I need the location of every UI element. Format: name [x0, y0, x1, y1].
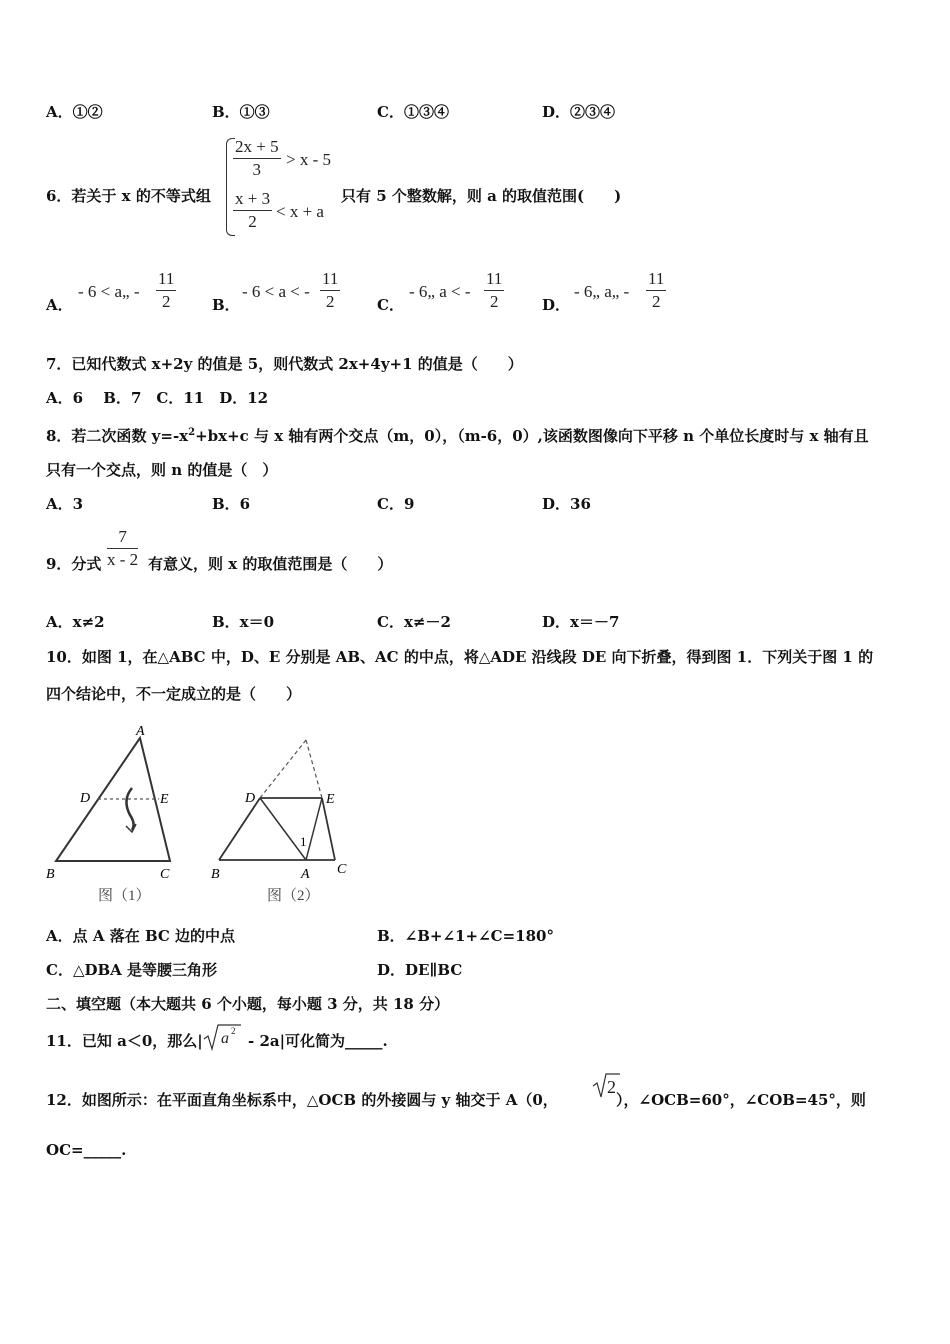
q10-option-d: D．DE∥BC: [377, 961, 463, 979]
fig2-label-e: E: [326, 792, 335, 807]
q10-line2: 四个结论中，不一定成立的是（ ）: [46, 685, 302, 703]
q6-option-b-fraction: [320, 268, 340, 313]
q6-suffix: 只有 5 个整数解，则 a 的取值范围( ): [341, 187, 622, 205]
q6-ineq1-num: 2x + 5: [233, 136, 281, 159]
q6-option-c-letter: C．: [377, 296, 404, 314]
fig1-label-b: B: [46, 867, 55, 882]
q8-line2: 只有一个交点，则 n 的值是（ ）: [46, 461, 278, 479]
q6-option-c-num: 11: [484, 268, 504, 291]
q8-option-c: C．9: [377, 495, 415, 513]
q6-option-d-expr: - 6„ a„ -: [574, 282, 630, 301]
q6-option-c-fraction: [484, 268, 504, 313]
q6-ineq1-rhs: > x - 5: [286, 150, 331, 169]
q6-option-b-expr: - 6 < a < -: [242, 282, 310, 301]
q6-option-a-expr: - 6 < a„ -: [78, 282, 140, 301]
q8-line1-a: 8．若二次函数 y=-x: [46, 427, 189, 445]
q11-radicand: a: [221, 1030, 229, 1047]
fig2-dashed-ad: [260, 740, 306, 798]
fig1-caption: 图（1）: [98, 888, 151, 904]
q6-option-a-den: 2: [161, 292, 171, 311]
q6-option-a-fraction: [156, 268, 176, 313]
q7-options: A．6 B．7 C．11 D．12: [46, 389, 269, 407]
fig1-label-d: D: [80, 791, 91, 806]
fig2-line-bd: [219, 798, 260, 860]
q11-suffix: - 2a|可化简为_____.: [248, 1032, 388, 1050]
q9-num: 7: [107, 526, 138, 549]
q8-line1-b: +bx+c 与 x 轴有两个交点（m，0），（m-6，0）,该函数图像向下平移 n 个单位长度时与 x 轴有且: [195, 427, 869, 445]
q6-option-b-den: 2: [325, 292, 335, 311]
q9-option-c: C．x≠－2: [377, 613, 451, 631]
q5-option-b: B．①③: [212, 103, 270, 121]
q6-ineq2-rhs: < x + a: [276, 202, 324, 221]
q12-radicand: 2: [607, 1077, 616, 1097]
fig2-label-b: B: [211, 867, 220, 882]
fig2-label-one: 1: [300, 834, 307, 849]
q8-option-b: B．6: [212, 495, 251, 513]
q9-option-d: D．x＝－7: [542, 613, 620, 631]
q12-suffix: ），∠OCB=60°，∠COB=45°，则: [616, 1091, 866, 1109]
q7-stem: 7．已知代数式 x+2y 的值是 5，则代数式 2x+4y+1 的值是（ ）: [46, 355, 523, 373]
q6-option-c-expr: - 6„ a < -: [409, 282, 471, 301]
q10-figure-2: [205, 720, 365, 910]
q6-option-a-letter: A．: [46, 296, 73, 314]
q8-option-a: A．3: [46, 495, 84, 513]
q9-option-a: A．x≠2: [46, 613, 105, 631]
q6-option-b-num: 11: [320, 268, 340, 291]
q10-figure-1: [40, 720, 200, 910]
q6-ineq2-fraction: [233, 188, 272, 233]
q10-line1: 10．如图 1，在△ABC 中，D、E 分别是 AB、AC 的中点，将△ADE 沿线段 DE 向下折叠，得到图 1．下列关于图 1 的: [46, 648, 874, 666]
q9-prefix: 9．分式: [46, 555, 102, 573]
q6-option-a-num: 11: [156, 268, 176, 291]
q9-fraction: [107, 526, 138, 571]
q6-prefix: 6．若关于 x 的不等式组: [46, 187, 211, 205]
q6-option-d-letter: D．: [542, 296, 571, 314]
q8-line1-sup: 2: [188, 427, 196, 438]
q10-option-b: B．∠B+∠1+∠C=180°: [377, 927, 554, 945]
q6-option-d-den: 2: [651, 292, 661, 311]
q9-option-b: B．x＝0: [212, 613, 275, 631]
q6-option-b-letter: B．: [212, 296, 240, 314]
q5-option-d: D．②③④: [542, 103, 616, 121]
q6-option-d-num: 11: [646, 268, 666, 291]
q8-line1: [46, 424, 869, 445]
fig2-dashed-ae: [306, 740, 322, 798]
fig1-label-a: A: [136, 724, 145, 739]
q5-option-c: C．①③④: [377, 103, 449, 121]
fig2-label-a: A: [301, 867, 310, 882]
fig1-label-e: E: [160, 792, 169, 807]
q5-option-a: A．①②: [46, 103, 103, 121]
q6-ineq2-num: x + 3: [233, 188, 272, 211]
section-2-heading: 二、填空题（本大题共 6 个小题，每小题 3 分，共 18 分）: [46, 995, 450, 1013]
q6-ineq1-den: 3: [252, 160, 262, 179]
q11-prefix: 11．已知 a＜0，那么|: [46, 1032, 203, 1050]
fig1-fold-arrow-icon: [126, 788, 133, 830]
q12-line2: OC=_____.: [46, 1141, 127, 1159]
fig2-line-da: [260, 798, 306, 860]
q6-option-c-den: 2: [489, 292, 499, 311]
q11-sqrt-icon: [203, 1022, 243, 1052]
q8-option-d: D．36: [542, 495, 591, 513]
q9-suffix: 有意义，则 x 的取值范围是（ ）: [148, 555, 393, 573]
fig1-label-c: C: [160, 867, 170, 882]
q11-exponent: 2: [231, 1026, 236, 1036]
q9-den: x - 2: [107, 550, 139, 569]
q6-ineq1-fraction: [233, 136, 281, 181]
fig2-line-ec: [322, 798, 335, 860]
fig2-label-d: D: [245, 791, 256, 806]
q10-option-a: A．点 A 落在 BC 边的中点: [46, 927, 236, 945]
fig2-caption: 图（2）: [267, 888, 320, 904]
q6-ineq2-den: 2: [248, 212, 257, 231]
q6-option-d-fraction: [646, 268, 666, 313]
q12-prefix: 12．如图所示：在平面直角坐标系中，△OCB 的外接圆与 y 轴交于 A（0，: [46, 1091, 558, 1109]
q10-option-c: C．△DBA 是等腰三角形: [46, 961, 218, 979]
fig2-line-ea: [306, 798, 322, 860]
fig2-label-c: C: [337, 862, 347, 877]
